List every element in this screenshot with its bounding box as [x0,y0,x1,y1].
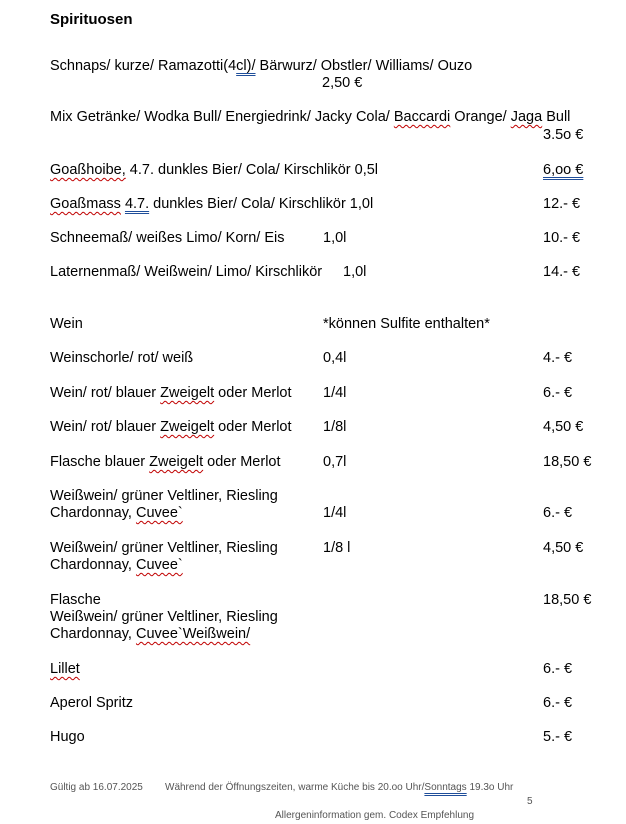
item-text-marked: Zweigelt [160,385,215,401]
size-wein-rot-viertel: 1/4l [323,385,347,401]
item-text: Chardonnay, [50,505,136,521]
item-text: Orange/ [450,109,511,125]
price-laternenmass: 14.- € [543,264,581,280]
item-text-marked: Cuvee` [135,557,183,573]
item-text-marked: Goaßhoibe, [50,162,126,178]
item-text: Flasche blauer [50,454,150,470]
menu-item-laternenmass: Laternenmaß/ Weißwein/ Limo/ Kirschlikör [50,264,323,280]
item-text-marked: Cuvee`Weißwein/ [135,626,251,642]
item-text: dunkles Bier/ Cola/ Kirschlikör 1,0l [149,196,374,212]
footer-hours [165,779,513,796]
size-schneemass: 1,0l [323,230,347,246]
page-number: 5 [527,796,533,807]
price-schnaps: 2,50 € [322,75,363,91]
price-lillet: 6.- € [543,661,573,677]
menu-item-schneemass: Schneemaß/ weißes Limo/ Korn/ Eis [50,230,285,246]
item-text: oder Merlot [214,419,292,435]
item-text: Chardonnay, [50,626,136,642]
footer-text: 19.3o Uhr [466,782,514,793]
footer-valid-date: Gültig ab 16.07.2025 [50,782,143,793]
menu-item-lillet [50,661,80,678]
price-schneemass: 10.- € [543,230,581,246]
item-text: Wein/ rot/ blauer [50,419,161,435]
menu-item-hugo: Hugo [50,729,85,745]
price-mix: 3.5o € [543,127,584,143]
menu-item-weinschorle: Weinschorle/ rot/ weiß [50,350,194,366]
item-text: oder Merlot [203,454,281,470]
item-text-marked: Zweigelt [149,454,204,470]
price-weisswein-viertel: 6.- € [543,505,573,521]
item-text-marked: Jaga [510,109,543,125]
item-text: Bärwurz/ Obstler/ Williams/ Ouzo [255,58,473,74]
item-text-line3 [50,626,278,643]
price-flasche-weisswein: 18,50 € [543,592,592,608]
price-weinschorle: 4.- € [543,350,573,366]
item-text-marked: cl)/ [236,58,256,74]
item-text: Weißwein/ grüner Veltliner, Riesling [50,488,278,504]
item-text-marked: Goaßmass [50,196,121,212]
price-aperol: 6.- € [543,695,573,711]
menu-item-weisswein-viertel [50,488,278,522]
footer-text-marked: Sonntags [424,782,467,793]
item-text: Bull [542,109,571,125]
item-text-line2 [50,505,278,522]
menu-item-flasche-weisswein [50,592,278,643]
size-laternenmass: 1,0l [343,264,367,280]
item-text: oder Merlot [214,385,292,401]
price-weisswein-achtel: 4,50 € [543,540,584,556]
item-text: Weißwein/ grüner Veltliner, Riesling [50,540,278,556]
item-text-marked: Cuvee` [135,505,183,521]
price-text: 6,oo € [543,162,584,178]
price-goasshoibe [543,162,583,179]
menu-item-goasshoibe [50,162,378,179]
sulfite-note: *können Sulfite enthalten* [323,316,490,332]
menu-item-wein-rot-viertel [50,385,292,402]
price-wein-rot-achtel: 4,50 € [543,419,584,435]
price-flasche-zweigelt: 18,50 € [543,454,592,470]
menu-item-wein-rot-achtel [50,419,292,436]
menu-item-weisswein-achtel [50,540,278,574]
menu-item-aperol: Aperol Spritz [50,695,134,711]
footer-allergen: Allergeninformation gem. Codex Empfehlung [275,810,474,821]
page-title: Spirituosen [50,11,133,28]
section-heading-wein: Wein [50,316,83,332]
size-weisswein-viertel: 1/4l [323,505,347,521]
price-wein-rot-viertel: 6.- € [543,385,573,401]
menu-item-goassmass [50,196,373,213]
price-hugo: 5.- € [543,729,573,745]
item-text: 4.7. dunkles Bier/ Cola/ Kirschlikör 0,5l [125,162,379,178]
item-text: Wein/ rot/ blauer [50,385,161,401]
menu-item-mix [50,109,570,126]
item-text-marked: Zweigelt [160,419,215,435]
item-text-marked: Baccardi [393,109,451,125]
item-text-marked: 4.7. [124,196,150,212]
size-weisswein-achtel: 1/8 l [323,540,351,556]
menu-item-schnaps [50,58,472,75]
item-text-line2 [50,557,278,574]
menu-item-flasche-zweigelt [50,454,281,471]
size-wein-rot-achtel: 1/8l [323,419,347,435]
footer-text: Während der Öffnungszeiten, warme Küche bis 20.oo Uhr/ [165,782,425,793]
item-text: Chardonnay, [50,557,136,573]
item-text: Flasche [50,592,101,608]
price-goassmass: 12.- € [543,196,581,212]
size-weinschorle: 0,4l [323,350,347,366]
item-text: Mix Getränke/ Wodka Bull/ Energiedrink/ Jacky Cola/ [50,109,394,125]
size-flasche-zweigelt: 0,7l [323,454,347,470]
item-text: Weißwein/ grüner Veltliner, Riesling [50,609,278,625]
item-text-marked: Lillet [50,661,80,677]
item-text: Schnaps/ kurze/ Ramazotti(4 [50,58,237,74]
